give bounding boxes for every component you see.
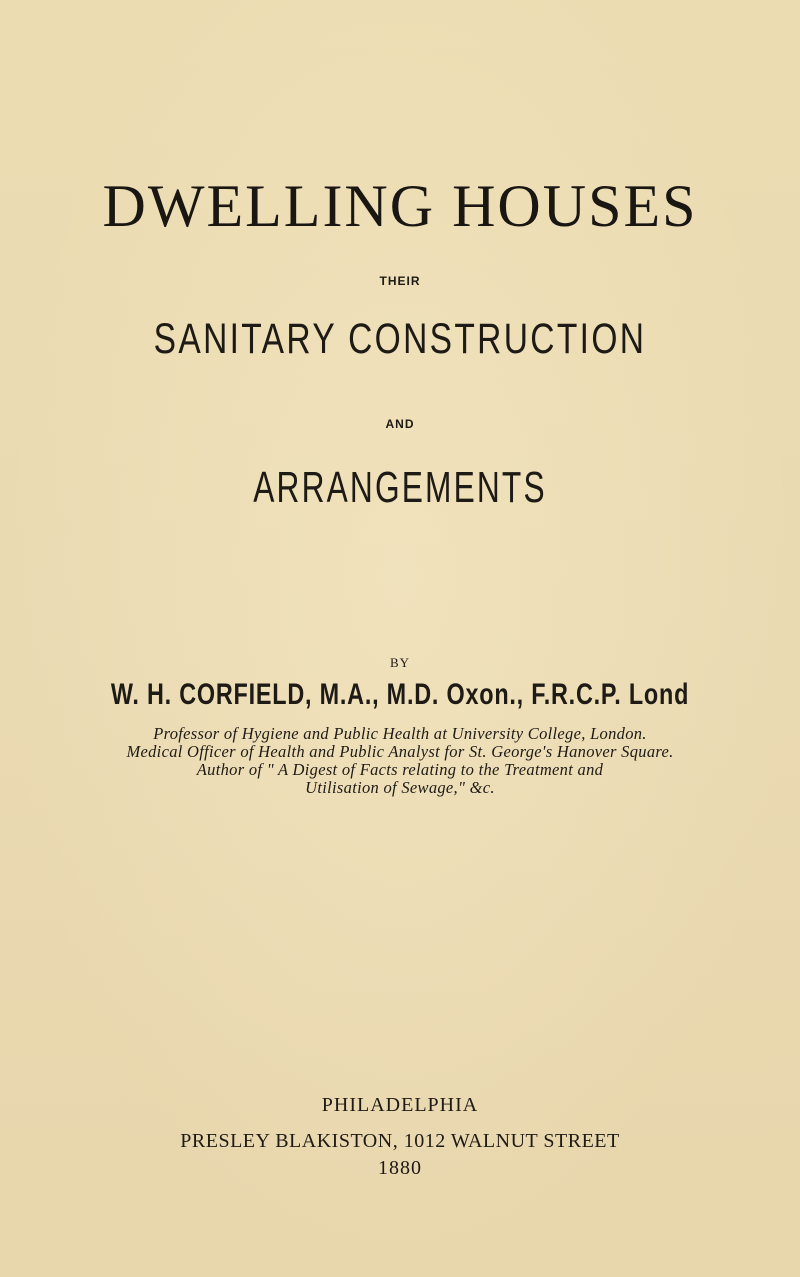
by-label: BY [389,655,411,670]
publication-place: PHILADELPHIA [321,1094,479,1116]
subtitle-arrangements: ARRANGEMENTS [253,463,547,512]
publisher: PRESLEY BLAKISTON, 1012 WALNUT STREET [180,1130,620,1152]
subtitle-sanitary-construction: SANITARY CONSTRUCTION [153,315,647,363]
and-label: AND [385,417,415,431]
credential-line: Author of " A Digest of Facts relating to the Treatment and [196,760,604,779]
credential-line: Utilisation of Sewage," &c. [305,778,495,797]
credential-line: Medical Officer of Health and Public Analyst for St. George's Hanover Square. [126,742,674,761]
publication-year: 1880 [378,1157,422,1179]
credential-line: Professor of Hygiene and Public Health at University College, London. [153,724,647,743]
their-label: THEIR [379,274,421,288]
author-name: W. H. CORFIELD, M.A., M.D. Oxon., F.R.C.P. Lond [110,678,690,711]
book-title: DWELLING HOUSES [102,173,698,239]
